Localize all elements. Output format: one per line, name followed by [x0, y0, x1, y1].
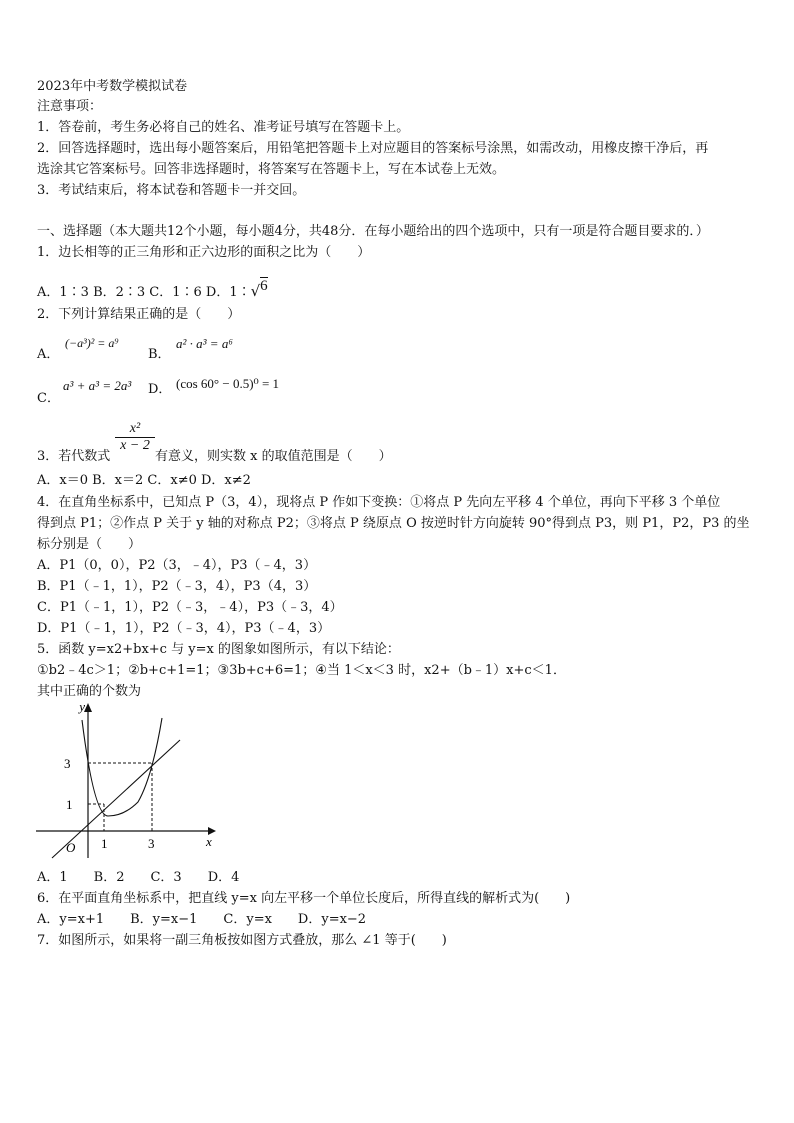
notice-item-2-cont: 选涂其它答案标号。回答非选择题时，将答案写在答题卡上，写在本试卷上无效。 [37, 162, 506, 177]
q5-graph [30, 698, 220, 864]
q4-line-2: 得到点 P1；②作点 P 关于 y 轴的对称点 P2；③将点 P 绕原点 O 按逆时针方向旋转 90°得到点 P3，则 P1，P2，P3 的坐 [37, 516, 750, 531]
q5-line-2: ①b2﹣4c＞1；②b+c+1=1；③3b+c+6=1；④当 1＜x＜3 时，x2+（b﹣1）x+c＜1． [37, 663, 566, 678]
q2-option-b-label: B． [148, 347, 171, 362]
q4-option-a: A．P1（0，0），P2（3，﹣4），P3（﹣4，3） [37, 558, 317, 573]
notice-item-3: 3．考试结束后，将本试卷和答题卡一并交回。 [37, 183, 306, 198]
q1-options [37, 278, 268, 302]
q7-stem: 7．如图所示，如果将一副三角板按如图方式叠放，那么 ∠1 等于( ) [37, 933, 447, 948]
q2-stem: 2．下列计算结果正确的是（ ） [37, 307, 241, 322]
y-tick-3: 3 [64, 756, 71, 771]
q3-fraction [115, 421, 155, 454]
q4-option-b: B．P1（﹣1，1），P2（﹣3，4），P3（4，3） [37, 579, 317, 594]
q1-options-text: A．1∶3 B．2∶3 C．1∶6 D．1∶ [37, 285, 251, 300]
q5-line-1: 5．函数 y=x2+bx+c 与 y=x 的图象如图所示，有以下结论： [37, 642, 400, 657]
q4-line-1: 4．在直角坐标系中，已知点 P（3，4），现将点 P 作如下变换：①将点 P 先向左平移 4 个单位，再向下平移 3 个单位 [37, 495, 721, 510]
exam-title: 2023年中考数学模拟试卷 [37, 79, 188, 94]
notice-item-1: 1．答卷前，考生务必将自己的姓名、准考证号填写在答题卡上。 [37, 120, 410, 135]
q5-line-3: 其中正确的个数为 [37, 684, 142, 699]
q1-sqrt-value: 6 [260, 278, 268, 294]
q2-option-d-expr: (cos 60° − 0.5)⁰ = 1 [176, 376, 280, 391]
q6-options: A．y=x+1 B．y=x−1 C．y=x D．y=x−2 [37, 912, 367, 927]
notice-heading: 注意事项： [37, 99, 103, 114]
q3-suffix: 有意义，则实数 x 的取值范围是（ ） [155, 449, 392, 464]
q5-options: A．1 B．2 C．3 D．4 [37, 870, 240, 885]
q2-option-c-label: C． [37, 391, 60, 406]
y-axis-arrow-icon [84, 703, 92, 712]
origin-label: O [66, 840, 76, 855]
q3-frac-num: x² [129, 421, 141, 436]
x-axis-label: x [206, 834, 212, 849]
q2-option-a-label: A． [37, 347, 60, 362]
x-tick-3: 3 [148, 836, 155, 851]
q6-stem: 6．在平面直角坐标系中，把直线 y=x 向左平移一个单位长度后，所得直线的解析式为( ) [37, 891, 571, 906]
x-tick-1: 1 [101, 836, 108, 851]
q2-option-a-expr: (−a³)² = a⁹ [65, 336, 119, 350]
y-tick-1: 1 [66, 797, 73, 812]
section-heading: 一、选择题（本大题共12个小题，每小题4分，共48分．在每小题给出的四个选项中，只有一项是符合题目要求的．） [37, 224, 709, 239]
q2-option-c-expr: a³ + a³ = 2a³ [63, 378, 132, 393]
q4-option-c: C．P1（﹣1，1），P2（﹣3，﹣4），P3（﹣3，4） [37, 600, 343, 615]
q2-option-d-label: D． [148, 382, 172, 397]
q3-prefix: 3．若代数式 [37, 449, 111, 464]
q4-option-d: D．P1（﹣1，1），P2（﹣3，4），P3（﹣4，3） [37, 621, 331, 636]
notice-item-2: 2．回答选择题时，选出每小题答案后，用铅笔把答题卡上对应题目的答案标号涂黑，如需改动，用橡皮擦干净后，再 [37, 141, 709, 156]
sqrt-icon: √ [250, 282, 261, 300]
q4-line-3: 标分别是（ ） [37, 537, 142, 552]
q3-frac-den: x − 2 [120, 438, 150, 453]
q3-options: A．x＝0 B．x＝2 C．x≠0 D．x≠2 [37, 473, 251, 488]
y-axis-label: y [79, 699, 85, 714]
q1-stem: 1．边长相等的正三角形和正六边形的面积之比为（ ） [37, 245, 371, 260]
q2-option-b-expr: a² · a³ = a⁶ [176, 336, 233, 351]
